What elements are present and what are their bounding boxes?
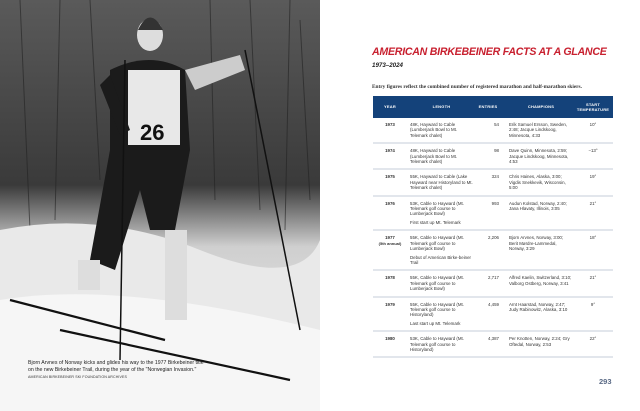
length-cell (407, 174, 473, 190)
length-cell (407, 148, 473, 164)
table-row (373, 298, 613, 333)
entries-cell: 54 (494, 122, 499, 127)
length-cell (407, 275, 473, 291)
length: 48K, Hayward to Cable (Lumberjack Bowl to Mt. Telemark chalet) (410, 148, 458, 165)
caption-text: Bjorn Arvnes of Norway kicks and glides his way to the 1977 Birkebeiner title on the new Birkebeiner Trail, during the year of the "Norwegian Invasion." (28, 360, 204, 373)
temperature-cell: 21° (589, 275, 597, 281)
table-row (373, 231, 613, 271)
photo-caption (28, 360, 208, 381)
table-row (373, 332, 613, 358)
entry-note: Entry figures reflect the combined number of registered marathon and half-marathon skiers. (372, 84, 582, 90)
year: 1973 (385, 122, 395, 127)
length: 53K, Cable to Hayward (Mt. Telemark golf course to Lumberjack Bowl) (410, 200, 464, 217)
year: 1975 (385, 174, 395, 180)
year: 1976 (385, 200, 395, 206)
entries-cell: 993 (491, 200, 499, 206)
year: 1979 (385, 301, 395, 307)
champions-cell: Alfred Kaelin, Switzerland, 3:10; Valborg Ostberg, Norway, 3:41 (509, 275, 572, 286)
entries-cell: 324 (491, 174, 499, 180)
length-cell (407, 235, 473, 265)
length-note: First start up Mt. Telemark (410, 219, 461, 225)
length: 55K, Cable to Hayward (Mt. Telemark golf course to Lumberjack Bowl) (410, 275, 464, 292)
race-bib: 26 (140, 120, 165, 145)
table-row (373, 271, 613, 297)
page-number: 293 (599, 377, 612, 386)
entries-cell: 2,206 (488, 235, 499, 241)
length: 55K, Cable to Hayward (Mt. Telemark golf course to Lumberjack Bowl) (410, 235, 464, 252)
photo-credit: AMERICAN BIRKEBEINER SKI FOUNDATION ARCHIVES (28, 375, 127, 380)
year-cell (373, 122, 407, 138)
header-temperature: START TEMPERATURE (576, 101, 610, 112)
header-entries: ENTRIES (478, 104, 498, 110)
year-cell (373, 336, 407, 352)
length: 48K, Hayward to Cable (Lumberjack Bowl to Mt. Telemark chalet) (410, 122, 458, 138)
year-cell (373, 275, 407, 291)
year-cell (373, 148, 407, 164)
champions-cell: Per Knotten, Norway, 2:24; Gry Oftedal, Norway, 2:53 (509, 336, 570, 347)
table-row (373, 118, 613, 144)
year: 1977 (385, 235, 395, 241)
length-note: Last start up Mt. Telemark (410, 320, 461, 326)
facts-table (373, 96, 613, 358)
length: 55K, Cable to Hayward (Mt. Telemark golf course to Historyland) (410, 301, 464, 318)
table-header (373, 96, 613, 118)
temperature-cell: 9° (590, 301, 596, 307)
header-length: LENGTH (432, 104, 451, 110)
year-cell (373, 174, 407, 190)
temperature-cell: 19° (589, 174, 597, 180)
year: 1974 (385, 148, 395, 154)
length-cell (407, 122, 473, 138)
length-note: Debut of American Birke-beiner Trail (410, 254, 472, 265)
header-champions: CHAMPIONS (527, 104, 555, 110)
year-note: (5th annual) (378, 240, 402, 246)
champions-cell: Erik Samuel Ersson, Sweden, 2:48; Jacque Lindskoog, Minnesota, 4:33 (509, 122, 568, 138)
entries-cell: 2,717 (488, 275, 499, 281)
length: 55K, Hayward to Cable (Lake Hayward near Historyland to Mt. Telemark chalet) (410, 174, 473, 191)
table-row (373, 170, 613, 196)
length-cell (407, 302, 473, 327)
champions-cell: Chris Haines, Alaska, 3:00; Vigdis Snekkevik, Wisconsin, 5:00 (509, 174, 566, 191)
entries-cell: 98 (494, 148, 499, 154)
year-cell (373, 201, 407, 226)
table-row (373, 197, 613, 232)
year: 1978 (385, 275, 395, 281)
champions-cell: Audun Kolstad, Norway, 2:40; Jana Hlavaty, Illinois, 3:05 (509, 200, 567, 212)
length-cell (407, 201, 473, 226)
temperature-cell: 22° (589, 336, 597, 342)
entries-cell: 4,387 (488, 336, 499, 342)
length: 53K, Cable to Hayward (Mt. Telemark golf course to Historyland) (410, 336, 464, 352)
temperature-cell: 18° (589, 235, 597, 241)
champions-cell: Bjorn Arvnes, Norway, 3:00; Berit Mørdre-Lammedal, Norway, 3:29 (509, 235, 564, 252)
entries-cell: 4,459 (488, 301, 499, 307)
temperature-cell: −13° (588, 148, 598, 154)
year: 1980 (385, 336, 395, 342)
length-cell (407, 336, 473, 352)
year-range: 1973–2024 (372, 62, 403, 69)
table-row (373, 144, 613, 170)
page-title: AMERICAN BIRKEBEINER FACTS AT A GLANCE (372, 46, 607, 58)
year-cell (373, 235, 407, 265)
champions-cell: Arnt Haarstad, Norway, 2:47; Judy Rabinowitz, Alaska, 3:10 (509, 301, 568, 312)
header-year: YEAR (384, 104, 396, 110)
year-cell (373, 302, 407, 327)
temperature-cell: 21° (589, 200, 597, 206)
facts-page (320, 0, 640, 411)
champions-cell: Dave Quinn, Minnesota, 2:59; Jacque Lindskoog, Minnesota, 4:53 (509, 148, 569, 165)
temperature-cell: 10° (589, 122, 597, 127)
